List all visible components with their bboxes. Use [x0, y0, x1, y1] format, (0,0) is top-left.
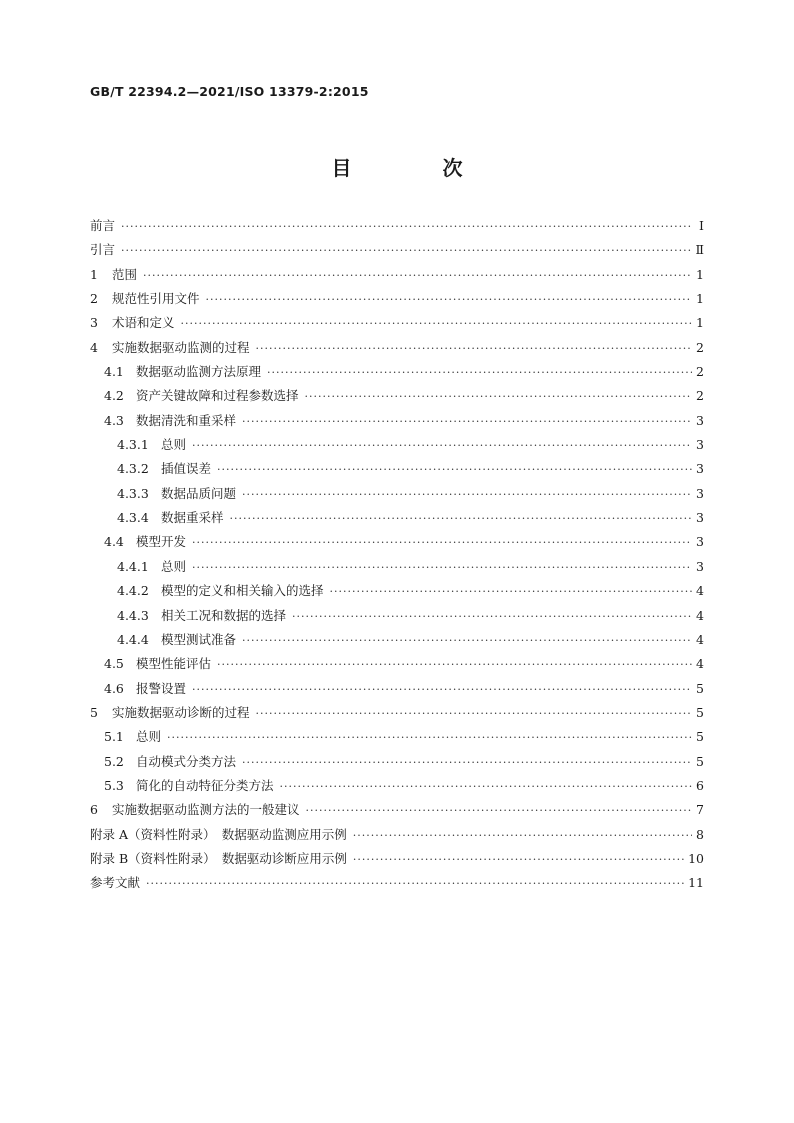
toc-entry[interactable]	[90, 849, 704, 873]
toc-dot-leader	[167, 731, 692, 744]
toc-entry[interactable]	[90, 800, 704, 824]
table-of-contents	[90, 216, 704, 898]
toc-entry-number: 4.4.1	[117, 558, 149, 574]
toc-entry-label: 总则	[161, 558, 187, 574]
toc-entry-label: 数据品质问题	[161, 485, 237, 501]
toc-entry[interactable]	[90, 703, 704, 727]
toc-entry[interactable]	[90, 727, 704, 751]
toc-entry-page: 5	[696, 729, 704, 745]
toc-entry[interactable]	[90, 459, 704, 483]
toc-entry-label: 模型测试准备	[161, 631, 237, 647]
toc-dot-leader	[330, 585, 692, 598]
toc-entry-label: 总则	[161, 437, 187, 453]
toc-dot-leader	[217, 463, 692, 476]
toc-entry-label: 数据驱动监测方法原理	[136, 364, 262, 380]
toc-entry-label: 规范性引用文件	[112, 291, 200, 307]
toc-entry-page: 3	[696, 485, 704, 501]
toc-entry-page: 1	[696, 266, 704, 282]
toc-entry-page: 5	[696, 680, 704, 696]
toc-entry-page: 4	[696, 656, 704, 672]
toc-entry[interactable]	[90, 216, 704, 240]
toc-entry-label: 数据清洗和重采样	[136, 412, 237, 428]
toc-entry-label: 模型的定义和相关输入的选择	[161, 583, 324, 599]
standard-number-header: GB/T 22394.2—2021/ISO 13379-2:2015	[90, 84, 369, 99]
toc-entry-number: 4.6	[104, 680, 124, 696]
toc-entry-label: 范围	[112, 266, 138, 282]
toc-entry[interactable]	[90, 435, 704, 459]
toc-entry-label: 相关工况和数据的选择	[161, 607, 287, 623]
toc-entry-label: 前言	[90, 218, 116, 233]
toc-entry-label: 模型开发	[136, 534, 187, 550]
toc-entry[interactable]	[90, 679, 704, 703]
toc-entry-page: 3	[696, 461, 704, 477]
toc-entry[interactable]	[90, 362, 704, 386]
toc-entry-number: 4.4.3	[117, 607, 149, 623]
toc-entry-page: 2	[696, 364, 704, 380]
toc-entry-page: 10	[688, 850, 704, 866]
toc-entry-page: 3	[696, 534, 704, 550]
toc-entry-page: 11	[688, 875, 704, 891]
toc-entry[interactable]	[90, 776, 704, 800]
toc-entry[interactable]	[90, 752, 704, 776]
toc-entry-number: 5.2	[104, 753, 124, 769]
toc-entry-label: 资产关键故障和过程参数选择	[136, 388, 299, 404]
toc-entry-number: 4.1	[104, 364, 124, 380]
toc-dot-leader	[242, 756, 692, 769]
toc-dot-leader	[353, 853, 684, 866]
toc-dot-leader	[280, 780, 692, 793]
toc-entry-page: 7	[696, 802, 704, 818]
toc-entry-page: 1	[696, 315, 704, 331]
page-title: 目 次	[331, 156, 505, 180]
toc-dot-leader	[146, 877, 684, 890]
toc-entry-number: 5.3	[104, 777, 124, 793]
toc-entry-label: 简化的自动特征分类方法	[136, 777, 274, 793]
toc-entry-page: 2	[696, 388, 704, 404]
toc-entry-label: 报警设置	[136, 680, 187, 696]
toc-entry-label: 实施数据驱动监测的过程	[112, 339, 250, 355]
toc-dot-leader	[353, 829, 692, 842]
toc-entry-page: 3	[696, 437, 704, 453]
toc-entry-label: 总则	[136, 729, 162, 745]
toc-dot-leader	[181, 317, 692, 330]
toc-entry[interactable]	[90, 873, 704, 897]
toc-entry-label: 实施数据驱动诊断的过程	[112, 704, 250, 720]
toc-dot-leader	[192, 561, 692, 574]
toc-dot-leader	[192, 536, 692, 549]
toc-entry[interactable]	[90, 606, 704, 630]
toc-entry[interactable]	[90, 289, 704, 313]
toc-entry[interactable]	[90, 532, 704, 556]
toc-entry-label: 数据重采样	[161, 510, 224, 526]
toc-entry[interactable]	[90, 581, 704, 605]
toc-entry-page: 2	[696, 339, 704, 355]
toc-entry-number: 4.3.1	[117, 437, 149, 453]
toc-entry-page: 4	[696, 631, 704, 647]
toc-entry-number: 4.4	[104, 534, 124, 550]
toc-entry-number: 4.3.4	[117, 510, 149, 526]
toc-dot-leader	[242, 415, 692, 428]
toc-entry[interactable]	[90, 265, 704, 289]
toc-entry-label: 模型性能评估	[136, 656, 212, 672]
toc-entry-page: 5	[696, 753, 704, 769]
toc-entry-page: Ⅰ	[699, 218, 704, 233]
toc-entry-label: 自动模式分类方法	[136, 753, 237, 769]
toc-entry[interactable]	[90, 386, 704, 410]
toc-entry-page: 8	[696, 826, 704, 842]
toc-entry-page: 1	[696, 291, 704, 307]
toc-entry-page: 5	[696, 704, 704, 720]
toc-entry-number: 6	[90, 802, 98, 818]
toc-dot-leader	[256, 707, 692, 720]
toc-entry-number: 4.3.2	[117, 461, 149, 477]
toc-entry-number: 1	[90, 266, 98, 282]
toc-entry-number: 4	[90, 339, 98, 355]
toc-dot-leader	[121, 220, 692, 233]
toc-entry[interactable]	[90, 240, 704, 264]
toc-dot-leader	[230, 512, 692, 525]
toc-entry-number: 4.3.3	[117, 485, 149, 501]
toc-entry-page: 3	[696, 510, 704, 526]
toc-entry[interactable]	[90, 825, 704, 849]
toc-entry[interactable]	[90, 508, 704, 532]
toc-entry-number: 4.4.4	[117, 631, 149, 647]
toc-entry-number: 4.3	[104, 412, 124, 428]
toc-dot-leader	[256, 342, 692, 355]
toc-entry-number: 4.4.2	[117, 583, 149, 599]
toc-entry-page: Ⅱ	[695, 242, 704, 258]
toc-entry[interactable]	[90, 557, 704, 581]
toc-entry[interactable]	[90, 654, 704, 678]
toc-dot-leader	[306, 804, 692, 817]
toc-dot-leader	[206, 293, 692, 306]
toc-dot-leader	[121, 244, 691, 257]
toc-entry[interactable]	[90, 338, 704, 362]
toc-dot-leader	[305, 390, 692, 403]
toc-entry-number: 4.2	[104, 388, 124, 404]
toc-dot-leader	[192, 683, 692, 696]
toc-entry[interactable]	[90, 313, 704, 337]
toc-entry-page: 3	[696, 558, 704, 574]
toc-entry-page: 3	[696, 412, 704, 428]
toc-entry-label: 插值误差	[161, 461, 212, 477]
toc-entry-number: 4.5	[104, 656, 124, 672]
toc-entry-page: 4	[696, 583, 704, 599]
toc-dot-leader	[267, 366, 692, 379]
toc-dot-leader	[192, 439, 692, 452]
toc-entry[interactable]	[90, 630, 704, 654]
toc-entry-number: 5	[90, 704, 98, 720]
toc-entry[interactable]	[90, 411, 704, 435]
toc-entry-label: 附录 A（资料性附录） 数据驱动监测应用示例	[90, 826, 347, 842]
toc-entry-page: 6	[696, 777, 704, 793]
toc-entry-label: 引言	[90, 242, 116, 258]
toc-dot-leader	[242, 634, 692, 647]
toc-dot-leader	[217, 658, 692, 671]
toc-entry[interactable]	[90, 484, 704, 508]
toc-entry-label: 参考文献	[90, 875, 141, 891]
toc-entry-label: 术语和定义	[112, 315, 175, 331]
toc-entry-page: 4	[696, 607, 704, 623]
toc-dot-leader	[242, 488, 692, 501]
toc-entry-label: 实施数据驱动监测方法的一般建议	[112, 802, 300, 818]
toc-dot-leader	[143, 269, 692, 282]
toc-entry-number: 2	[90, 291, 98, 307]
toc-dot-leader	[292, 610, 692, 623]
toc-entry-label: 附录 B（资料性附录） 数据驱动诊断应用示例	[90, 850, 347, 866]
toc-entry-number: 3	[90, 315, 98, 331]
toc-entry-number: 5.1	[104, 729, 124, 745]
